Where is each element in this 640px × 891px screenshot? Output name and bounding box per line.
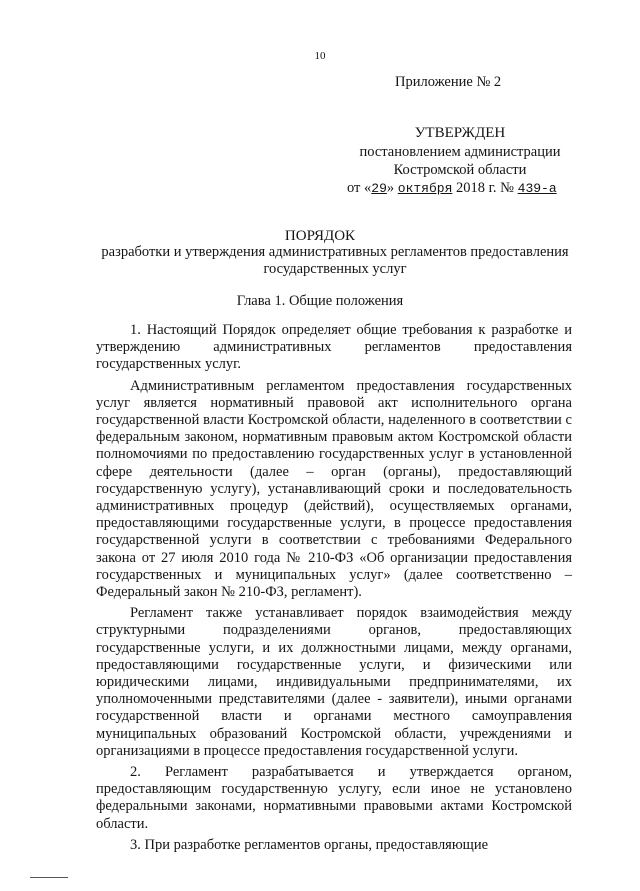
chapter-heading: Глава 1. Общие положения [236, 293, 404, 309]
paragraph: 2. Регламент разрабатывается и утверждается органом, предоставляющим государственную услугу, если иное не установлено федеральными законами, нормативными правовыми актами Костромской области. [96, 764, 572, 832]
decree-number: 439-а [517, 181, 557, 196]
date-month: октября [397, 181, 453, 196]
document-title: ПОРЯДОК [284, 228, 356, 244]
approval-line-2: Костромской области [393, 162, 527, 178]
approval-block [345, 124, 575, 198]
approval-title: УТВЕРЖДЕН [414, 125, 506, 141]
document-subtitle: разработки и утверждения административных регламентов предоставления государственных услуг [101, 244, 569, 277]
paragraph: 3. При разработке регламентов органы, предоставляющие [130, 836, 489, 853]
date-prefix: от « [347, 180, 372, 196]
approval-line-1: постановлением администрации [359, 144, 561, 160]
date-day: 29 [371, 181, 387, 196]
page-number: 10 [314, 50, 326, 62]
paragraph: Административным регламентом предоставления государственных услуг является нормативный правовой акт исполнительного органа государственной власти Костромской области, наделенного в соответствии с федеральным законом, нормативным правовым актом Костромской области полномочиями по предоставлению государственных услуг в установленной сфере деятельности (далее – орган (органы), предоставляющий государственную услугу), устанавливающий сроки и последовательность административных процедур (действий), осуществляемых органами, предоставляющими государственные услуги, в процессе предоставления государственной услуги в соответствии с требованиями Федерального закона от 27 июля 2010 года № 210-ФЗ «Об организации предоставления государственных и муниципальных услуг» (далее соответственно – Федеральный закон № 210-ФЗ, регламент). [96, 377, 572, 601]
date-year-no: 2018 г. № [452, 180, 518, 196]
appendix-label: Приложение № 2 [395, 74, 502, 90]
body-text [96, 322, 572, 858]
footnote-divider [30, 877, 68, 878]
paragraph: 1. Настоящий Порядок определяет общие требования к разработке и утверждению административных регламентов предоставления государственных услуг. [96, 322, 572, 373]
paragraph: Регламент также устанавливает порядок взаимодействия между структурными подразделениями органов, предоставляющих государственные услуги, и их должностными лицами, между органами, предоставляющими государственные услуги, и физическими или юридическими лицами, индивидуальными предпринимателями, их уполномоченными представителями (далее - заявители), иными органами государственной власти и органами местного самоуправления муниципальных образований Костромской области, учреждениями и организациями в процессе предоставления государственной услуги. [96, 605, 572, 759]
approval-date-line [345, 179, 575, 198]
date-mid: » [386, 180, 398, 196]
